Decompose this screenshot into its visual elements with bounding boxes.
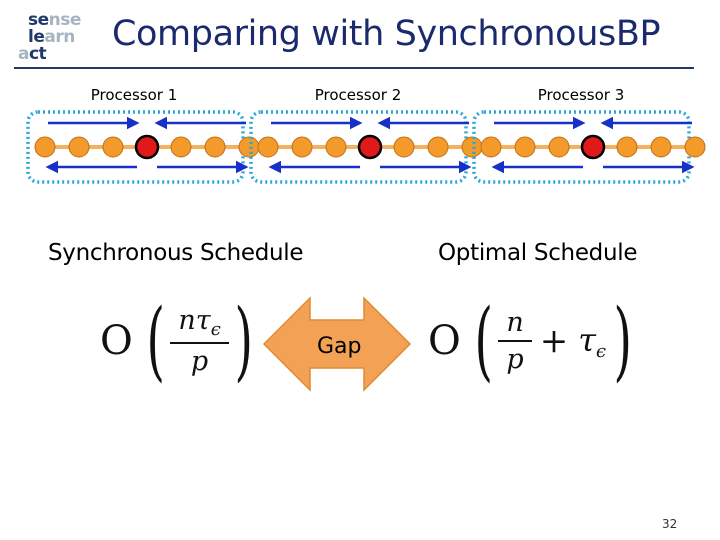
page-number: 32 xyxy=(662,517,678,531)
processor-1-root-node xyxy=(136,136,158,158)
processor-2-node xyxy=(462,137,482,157)
synchronous-runtime-formula xyxy=(100,291,260,391)
title-text: Comparing with Synchronous xyxy=(112,14,616,54)
processor-3-node xyxy=(549,137,569,157)
processor-2-root-node xyxy=(359,136,381,158)
processor-2-node xyxy=(292,137,312,157)
processor-3-node xyxy=(651,137,671,157)
processor-3-label: Processor 3 xyxy=(537,86,625,104)
plus-sign: + xyxy=(539,321,569,361)
denominator: p xyxy=(170,342,228,377)
processor-1-node xyxy=(69,137,89,157)
processor-2-node xyxy=(258,137,278,157)
processor-1-node xyxy=(239,137,259,157)
logo-se: se xyxy=(28,10,49,30)
tau-symbol: τ xyxy=(578,320,596,359)
logo-le: le xyxy=(28,27,45,47)
processor-2-node xyxy=(394,137,414,157)
numerator: n xyxy=(506,307,524,338)
big-o-symbol: O xyxy=(100,318,133,364)
left-paren: ( xyxy=(474,291,493,391)
numerator: nτ xyxy=(178,305,211,336)
right-paren: ) xyxy=(613,291,633,391)
fraction xyxy=(174,305,224,377)
logo-ct: ct xyxy=(28,44,47,64)
fraction xyxy=(502,307,527,375)
big-o-symbol: O xyxy=(428,318,461,364)
processor-3-node xyxy=(515,137,535,157)
processor-2-label: Processor 2 xyxy=(314,86,402,104)
processor-3-node xyxy=(481,137,501,157)
gap-label: Gap xyxy=(317,334,362,359)
logo-nse: nse xyxy=(48,10,81,30)
processor-1-node xyxy=(205,137,225,157)
processor-1-label: Processor 1 xyxy=(90,86,178,104)
processor-1-node xyxy=(171,137,191,157)
logo-a: a xyxy=(18,44,29,64)
processor-3-node xyxy=(617,137,637,157)
epsilon-subscript: ϵ xyxy=(595,340,607,362)
denominator: p xyxy=(498,340,531,375)
right-paren: ) xyxy=(234,291,253,391)
logo-arn: arn xyxy=(44,27,75,47)
title-suffix: BP xyxy=(615,14,661,54)
epsilon-subscript: ϵ xyxy=(210,319,221,340)
processor-3-root-node xyxy=(582,136,604,158)
optimal-schedule-label: Optimal Schedule xyxy=(438,240,638,266)
processor-3-node xyxy=(685,137,705,157)
processor-2-node xyxy=(326,137,346,157)
processor-2-node xyxy=(428,137,448,157)
processor-1-node xyxy=(35,137,55,157)
left-paren: ( xyxy=(146,291,165,391)
synchronous-schedule-label: Synchronous Schedule xyxy=(48,240,304,266)
processor-1-node xyxy=(103,137,123,157)
optimal-runtime-formula xyxy=(428,291,640,391)
